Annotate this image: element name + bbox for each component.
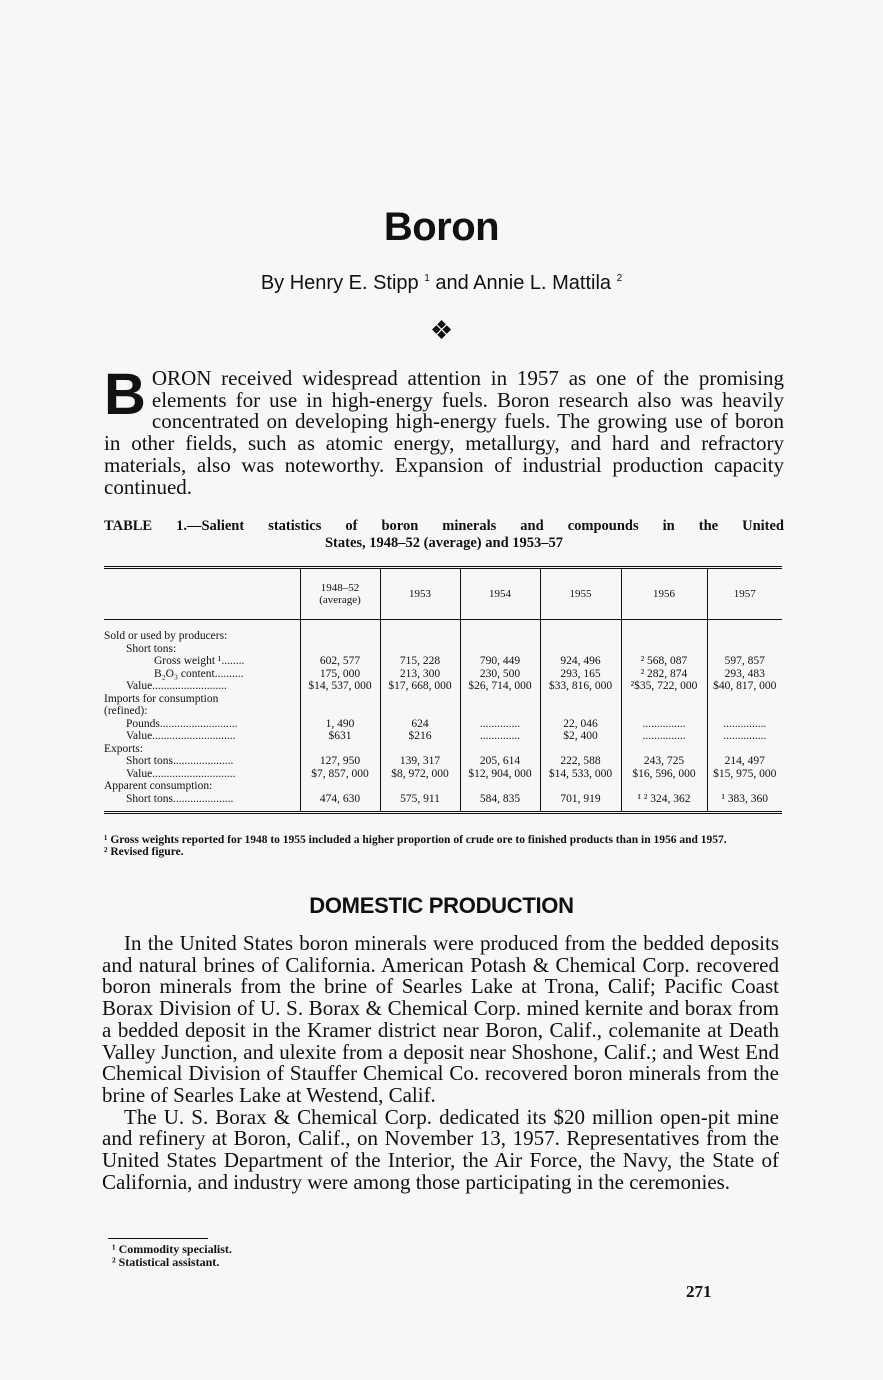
byline-author-2: and Annie L. Mattila [435, 272, 612, 294]
table-cell: ² 568, 087 [621, 655, 707, 668]
table-cell [540, 630, 621, 643]
table-cell [621, 743, 707, 756]
table-cell [460, 643, 540, 656]
table-caption [104, 518, 784, 552]
table-cell: 230, 500 [460, 668, 540, 681]
table-cell [540, 780, 621, 793]
table-row [104, 630, 782, 643]
body-paragraph-1: In the United States boron minerals were produced from the bedded deposits and natural brines of California. American Potash & Chemical Corp. recovered boron minerals from the brine of Searles Lake at Trona, Calif; Pacific Coast Borax Division of U. S. Borax & Chemical Corp. mined kernite and borax from a bedded deposit in the Kramer district near Boron, Calif., colemanite at Death Valley Junction, and ulexite from a deposit near Shoshone, Calif.; and West End Chemical Division of Stauffer Chemical Co. recovered boron minerals from the brine of Searles Lake at Westend, Calif. [102, 931, 779, 1107]
table-header-blank [104, 568, 300, 620]
section-body [102, 933, 779, 1193]
table-cell [621, 693, 707, 706]
table-cell: 701, 919 [540, 793, 621, 813]
table-cell [707, 643, 782, 656]
table-spacer-cell [104, 620, 300, 631]
table-header-cell: 1948–52 (average) [300, 568, 380, 620]
intro-paragraph [104, 362, 784, 499]
table-caption-line-2: States, 1948–52 (average) and 1953–57 [324, 535, 564, 551]
table-cell [460, 705, 540, 718]
table-cell: 243, 725 [621, 755, 707, 768]
table-row-label: Imports for consumption [104, 692, 219, 705]
page-footnotes [112, 1243, 232, 1269]
table-cell: 575, 911 [380, 793, 460, 813]
table-cell: 602, 577 [300, 655, 380, 668]
table-row-label: Short tons..................... [104, 793, 300, 813]
table-header-cell: 1956 [621, 568, 707, 620]
table-header-row [104, 568, 782, 620]
table-cell: $7, 857, 000 [300, 768, 380, 781]
ornament-icon: ❖ [429, 316, 454, 345]
table-row-label: Gross weight ¹........ [154, 655, 245, 667]
table-cell [540, 643, 621, 656]
table-row-label: Value.......................... [126, 680, 227, 692]
table-cell: $216 [380, 730, 460, 743]
table-cell: ²$35, 722, 000 [621, 680, 707, 693]
table-body [104, 620, 782, 813]
table-cell: 293, 483 [707, 668, 782, 681]
table-row-label: Apparent consumption: [104, 780, 213, 792]
table-cell: .............. [460, 730, 540, 743]
table-cell: 790, 449 [460, 655, 540, 668]
table-cell: 127, 950 [300, 755, 380, 768]
table-cell [300, 693, 380, 706]
table-cell [460, 743, 540, 756]
table-row-label: Pounds........................... [126, 717, 238, 730]
table-spacer-cell [540, 620, 621, 631]
intro-text: ORON received widespread attention in 1957 as one of the promising elements for use in high-energy fuels. Boron research also was heavily concentrated on developing high-energy fuels. The growing use of boron in other fields, such as atomic energy, metallurgy, and hard and refractory materials, also was noteworthy. Expansion of industrial production capacity continued. [104, 366, 784, 499]
table-row-label: Exports: [104, 742, 143, 755]
table-cell [707, 630, 782, 643]
table-spacer-row [104, 620, 782, 631]
table-caption-line-1: TABLE 1.—Salient statistics of boron minerals and compounds in the United [104, 518, 784, 534]
byline-footnote-ref-2: 2 [616, 273, 623, 284]
table-cell: 584, 835 [460, 793, 540, 813]
table-cell: ............... [621, 730, 707, 743]
table-cell [621, 643, 707, 656]
table-cell: ¹ ² 324, 362 [621, 793, 707, 813]
table-cell [460, 693, 540, 706]
table-row [104, 743, 782, 756]
table-cell [707, 705, 782, 718]
table-cell: $26, 714, 000 [460, 680, 540, 693]
table-cell: 139, 317 [380, 755, 460, 768]
footnote-divider [108, 1238, 208, 1239]
table-row [104, 680, 782, 693]
table-row-label: Short tons: [126, 642, 177, 655]
table-cell: $14, 537, 000 [300, 680, 380, 693]
table-spacer-cell [380, 620, 460, 631]
table-cell: $16, 596, 000 [621, 768, 707, 781]
table-spacer-cell [460, 620, 540, 631]
table-footnotes [104, 834, 782, 858]
table-cell: $17, 668, 000 [380, 680, 460, 693]
table-cell [300, 743, 380, 756]
table-cell: 22, 046 [540, 718, 621, 731]
table-cell: ¹ 383, 360 [707, 793, 782, 813]
table-cell: 474, 630 [300, 793, 380, 813]
table-cell: ............... [707, 730, 782, 743]
table-cell: 175, 000 [300, 668, 380, 681]
table-cell: ............... [707, 718, 782, 731]
table-cell: $15, 975, 000 [707, 768, 782, 781]
table-spacer-cell [707, 620, 782, 631]
table-cell: $40, 817, 000 [707, 680, 782, 693]
table-cell: 222, 588 [540, 755, 621, 768]
table-row-label: Value............................. [126, 730, 236, 742]
byline-footnote-ref-1: 1 [424, 273, 430, 284]
table-row [104, 718, 782, 731]
table-cell [540, 705, 621, 718]
table-row-label: Short tons..................... [126, 755, 234, 767]
table-cell [300, 705, 380, 718]
table-cell [300, 780, 380, 793]
drop-cap: B [104, 362, 146, 427]
table-cell: $631 [300, 730, 380, 743]
table-cell [707, 693, 782, 706]
table-cell: 597, 857 [707, 655, 782, 668]
table-footnote-1: ¹ Gross weights reported for 1948 to 1955 included a higher proportion of crude ore to finished products than in 1956 and 1957. [104, 834, 727, 846]
table-spacer-cell [300, 620, 380, 631]
table-header-cell: 1954 [460, 568, 540, 620]
table-row [104, 693, 782, 706]
table-cell: 924, 496 [540, 655, 621, 668]
table-row-label: B₂O₃ content.......... [154, 667, 244, 680]
page-footnote-1: ¹ Commodity specialist. [112, 1242, 232, 1256]
table-cell: 205, 614 [460, 755, 540, 768]
table-cell: ............... [621, 718, 707, 731]
table-cell [621, 780, 707, 793]
table-cell: $33, 816, 000 [540, 680, 621, 693]
table-cell: $12, 904, 000 [460, 768, 540, 781]
section-heading: DOMESTIC PRODUCTION [309, 893, 574, 918]
table-cell [621, 630, 707, 643]
table-cell [540, 743, 621, 756]
table-cell: $8, 972, 000 [380, 768, 460, 781]
statistics-table [104, 566, 782, 814]
table-row [104, 780, 782, 793]
table-header-cell: 1955 [540, 568, 621, 620]
table-cell [380, 630, 460, 643]
table-row-label: Sold or used by producers: [104, 630, 228, 642]
table-row [104, 655, 782, 668]
table-row [104, 643, 782, 656]
table-cell [707, 743, 782, 756]
table-cell [460, 630, 540, 643]
table-cell: 715, 228 [380, 655, 460, 668]
byline-author-1: By Henry E. Stipp [260, 272, 419, 294]
table-row [104, 768, 782, 781]
body-paragraph-2: The U. S. Borax & Chemical Corp. dedicated its $20 million open-pit mine and refinery at Boron, Calif., on November 13, 1957. Representatives from the United States Department of the Interior, the Air Force, the Navy, the State of California, and industry were among those participating in the ceremonies. [102, 1104, 779, 1194]
table-row-label: (refined): [104, 705, 148, 717]
table-cell [300, 630, 380, 643]
table-cell [707, 780, 782, 793]
table-cell [460, 780, 540, 793]
table-row [104, 668, 782, 681]
page-footnote-2: ² Statistical assistant. [112, 1255, 220, 1269]
table-cell: 1, 490 [300, 718, 380, 731]
page-number: 271 [686, 1282, 712, 1301]
table-cell: 214, 497 [707, 755, 782, 768]
table-cell [380, 743, 460, 756]
table-cell: 624 [380, 718, 460, 731]
table-row-label: Value............................. [126, 767, 236, 780]
table-cell [540, 693, 621, 706]
table-row [104, 705, 782, 718]
table-header-cell: 1957 [707, 568, 782, 620]
table-cell [380, 780, 460, 793]
table-cell [380, 693, 460, 706]
table-row [104, 793, 782, 813]
byline [0, 272, 883, 295]
table-cell: 293, 165 [540, 668, 621, 681]
table-row [104, 730, 782, 743]
table-cell: $14, 533, 000 [540, 768, 621, 781]
table-cell: 213, 300 [380, 668, 460, 681]
table-cell: ² 282, 874 [621, 668, 707, 681]
table-cell [300, 643, 380, 656]
page-title: Boron [383, 205, 500, 249]
table-spacer-cell [621, 620, 707, 631]
table-cell: $2, 400 [540, 730, 621, 743]
table-footnote-2: ² Revised figure. [104, 846, 184, 858]
table-cell [380, 643, 460, 656]
table-row [104, 755, 782, 768]
table-cell [380, 705, 460, 718]
table-cell: .............. [460, 718, 540, 731]
table-cell [621, 705, 707, 718]
table-header-cell: 1953 [380, 568, 460, 620]
